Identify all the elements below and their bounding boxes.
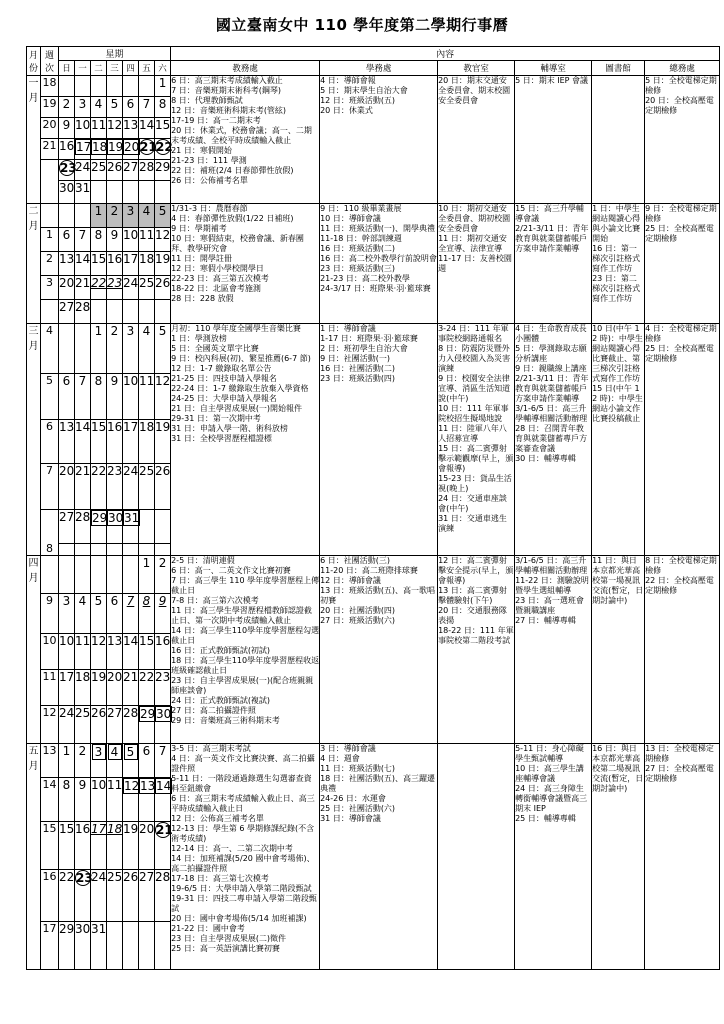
date-cell: 4	[91, 97, 107, 118]
date-cell: 15	[91, 420, 107, 464]
date-cell: 26	[155, 276, 171, 300]
date-cell: 9	[59, 118, 75, 139]
date-cell: 10	[123, 374, 139, 420]
date-cell: 8	[91, 228, 107, 252]
month-feb: 二 月	[27, 204, 41, 324]
office-general: 總務處	[645, 61, 720, 76]
date-cell: 19	[123, 822, 139, 870]
day-sat: 六	[155, 61, 171, 76]
date-cell: 11	[139, 374, 155, 420]
date-cell: 7	[75, 374, 91, 420]
date-cell: 6	[107, 594, 123, 634]
date-cell: 29	[59, 922, 75, 970]
date-cell: 7	[75, 228, 91, 252]
month-may: 五 月	[27, 744, 41, 970]
school-calendar-table	[26, 46, 720, 970]
date-cell: 30	[75, 922, 91, 970]
date-cell: 23	[155, 670, 171, 706]
date-cell: 19	[91, 670, 107, 706]
date-cell: 17	[123, 420, 139, 464]
date-cell: 6	[59, 374, 75, 420]
feb-military-events: 10 日：期初交通安全委員會、期初校園安全委員會 11 日：期初交通安全宣導、法律宣導 11-17 日：友善校園週	[438, 204, 515, 324]
date-cell: 7	[155, 744, 171, 778]
date-cell: 25	[139, 464, 155, 510]
date-cell: 16	[59, 139, 75, 160]
date-cell: 25	[91, 160, 107, 181]
apr-library-events: 11 日：與日本京都光華高校第一場視訊交流(暫定，日期討論中)	[592, 556, 645, 744]
date-cell: 23	[107, 464, 123, 510]
date-cell: 13	[140, 779, 156, 793]
date-cell: 27	[123, 160, 139, 181]
apr-academic-events: 2-5 日：清明連假 6 日：高一、二英文作文比賽初賽 7 日：高三學生 110 學年度學習歷程上傳截止日 7-8 日：高三第六次模考 11 日：高三學生學習歷程檔教師認證截止日、第一次期中考成績輸入截止 14 日：高三學生110學年度學習歷程勾選截止日 16 日：正式教師甄試(初試) 18 日：高三學生110學年度學習歷程收返班級確認截止日 23 日：自主學習成果展(一)(配合班親親師座談會) 24 日：正式教師甄試(複試) 27 日：高二拍攝證件照 29 日：音樂班高三術科期末考	[171, 556, 320, 744]
mar-academic-events: 月初：110 學年度全國學生音樂比賽 1 日：學測放榜 5 日：全國英文單字比賽 9 日：校內科展(初)、繁星推薦(6-7 節) 12 日：1-7 繳錄取名單公告 21-25 日：四技申請入學報名 22-24 日：1-7 繳錄取生放棄入學資格 24-25 日：大學申請入學報名 21 日：自主學習成果展(一)開始報件 29-31 日：第一次期中考 31 日：申請入學一階、術科放榜 31 日：全校學習歷程檔證標	[171, 324, 320, 556]
date-cell: 22	[156, 140, 173, 154]
content-header: 內容	[171, 47, 720, 61]
day-sun: 日	[59, 61, 75, 76]
date-cell: 29	[92, 511, 108, 525]
date-cell: 10	[91, 778, 107, 822]
date-cell: 23	[60, 161, 77, 175]
date-cell: 20	[139, 822, 155, 870]
feb-academic-events: 1/31-3 日：農曆春節 4 日：春節彈性放假(1/22 日補班) 9 日：學期補考 10 日：寒假結束，校務會議、新春團拜、教學研究會 11 日：開學註冊 12 日：寒假小學校開學日 22-23 日：高三第五次模考 18-22 日：北區會考施測 28 日：228 放假	[171, 204, 320, 324]
mar-counsel-events: 4 日：生命教育成長小團體 5 日：學測錄取志願分析講座 9 日：親職線上講座 2/21-3/11 日：青年教育與就業儲蓄帳戶方案申請作業輔導 3/1-6/5 日：高三升學輔導相關活動辦理 28 日：召開青年教育與就業儲蓄專戶方案審查會議 30 日：輔導專輯	[515, 324, 592, 556]
date-cell: 13	[107, 634, 123, 670]
date-cell: 7	[139, 97, 155, 118]
month-jan: 一 月	[27, 76, 41, 204]
date-cell: 11	[75, 634, 91, 670]
date-cell: 24	[59, 706, 75, 744]
date-cell: 28	[155, 870, 171, 922]
date-cell: 17	[91, 822, 107, 836]
jan-library-events	[592, 76, 645, 204]
date-cell: 3	[123, 324, 139, 374]
week-number: 16	[41, 870, 59, 922]
jan-student-events: 4 日：導師會報 5 日：期末學生自治大會 12 日：班級活動(五) 20 日：休業式	[320, 76, 438, 204]
date-cell: 22	[91, 464, 107, 510]
date-cell: 3	[123, 204, 139, 228]
date-cell: 3	[75, 97, 91, 118]
feb-counsel-events: 15 日：高三升學輔導會議 2/21-3/11 日：青年教育與就業儲蓄帳戶方案申請作業輔導	[515, 204, 592, 324]
week-number: 12	[41, 706, 59, 744]
date-cell: 5	[155, 204, 171, 228]
date-cell: 17	[123, 252, 139, 276]
week-number: 13	[41, 744, 59, 778]
office-counsel: 輔導室	[515, 61, 592, 76]
date-cell: 5	[91, 594, 107, 634]
date-cell: 29	[140, 707, 156, 721]
apr-student-events: 6 日：社團活動(三) 11-20 日：高二班際排球賽 12 日：導師會議 13 日：班級活動(五)、高一歌唱初賽 20 日：社團活動(四) 27 日：班級活動(六)	[320, 556, 438, 744]
date-cell: 3	[92, 744, 106, 760]
day-mon: 一	[75, 61, 91, 76]
apr-military-events: 12 日：高二賓彈射擊安全提示(早上，頒會報導) 13 日：高二賓彈射擊體驗射(下午) 20 日：交通服務隊表揚 18-22 日：111 年軍事院校第二階段考試	[438, 556, 515, 744]
week-number: 17	[41, 922, 59, 970]
week-number: 2	[41, 252, 59, 276]
apr-counsel-events: 3/1-6/5 日：高三升學輔導相關活動辦理 11-22 日：測驗說明暨學生選組輔導 23 日：高一選班會暨親職講座 27 日：輔導專輯	[515, 556, 592, 744]
date-cell: 18	[139, 252, 155, 276]
date-cell: 2	[59, 97, 75, 118]
date-cell: 21	[140, 140, 157, 154]
date-cell: 16	[155, 634, 171, 670]
week-number: 21	[41, 139, 59, 160]
date-cell: 10	[123, 228, 139, 252]
date-cell: 9	[75, 778, 91, 822]
week-number: 11	[41, 670, 59, 706]
date-cell: 15	[155, 118, 171, 139]
date-cell: 20	[107, 670, 123, 706]
date-cell: 1	[139, 556, 155, 594]
date-cell: 13	[59, 252, 75, 276]
office-military: 教官室	[438, 61, 515, 76]
date-cell: 25	[139, 276, 155, 300]
week-number: 6	[41, 420, 59, 464]
date-cell: 14	[75, 252, 91, 276]
weekday-header: 星期	[59, 47, 171, 61]
date-cell: 24	[123, 276, 139, 300]
date-cell: 4	[139, 324, 155, 374]
date-cell: 9	[107, 228, 123, 252]
date-cell: 18	[75, 670, 91, 706]
date-cell: 6	[59, 228, 75, 252]
date-cell: 21	[75, 276, 91, 300]
date-cell: 18	[92, 140, 108, 154]
date-cell: 24	[91, 870, 107, 922]
date-cell: 27	[59, 300, 75, 324]
date-cell: 6	[139, 744, 155, 778]
may-general-events: 13 日：全校電梯定期檢修 27 日：全校高壓電定期檢修	[645, 744, 720, 970]
date-cell: 28	[75, 510, 91, 544]
date-cell: 8	[91, 374, 107, 420]
date-cell: 20	[59, 276, 75, 300]
may-student-events: 3 日：導師會議 4 日：週會 11 日：班級活動(七) 18 日：社團活動(五)、高三躍遷典禮 24-26 日：水運會 25 日：社團活動(六) 31 日：導師會議	[320, 744, 438, 970]
day-wed: 三	[107, 61, 123, 76]
date-cell: 16	[75, 822, 91, 870]
week-number: 14	[41, 778, 59, 822]
date-cell: 2	[107, 324, 123, 374]
date-cell: 16	[107, 420, 123, 464]
date-cell: 14	[75, 420, 91, 464]
date-cell: 23	[107, 276, 123, 290]
feb-student-events: 9 日：110 級畢業畫展 10 日：導師會議 11 日：班級活動(一)、開學典禮 11-18 日：幹部訓練週 16 日：班級活動(二) 16 日：高二校外教學行前說明會 23 日：班級活動(三) 21-23 日：高二校外教學 24-3/17 日：班際果·羽·籃球賽	[320, 204, 438, 324]
month-apr: 四 月	[27, 556, 41, 744]
date-cell: 6	[123, 97, 139, 118]
date-cell: 17	[59, 670, 75, 706]
week-number: 20	[41, 118, 59, 139]
date-cell: 26	[155, 464, 171, 510]
date-cell: 11	[107, 778, 123, 822]
date-cell: 3	[59, 594, 75, 634]
week-number: 15	[41, 822, 59, 870]
date-cell: 14	[139, 118, 155, 139]
date-cell: 22	[91, 276, 107, 290]
date-cell: 15	[139, 634, 155, 670]
date-cell: 19	[155, 420, 171, 464]
week-number: 8	[41, 510, 59, 556]
apr-general-events: 8 日：全校電梯定期檢修 22 日：全校高壓電定期檢修	[645, 556, 720, 744]
date-cell: 12	[124, 779, 140, 793]
week-number: 3	[41, 276, 59, 300]
month-header: 月份	[27, 47, 41, 76]
mar-general-events: 4 日：全校電梯定期檢修 25 日：全校高壓電定期檢修	[645, 324, 720, 556]
date-cell: 21	[75, 464, 91, 510]
date-cell: 24	[123, 464, 139, 510]
date-cell: 28	[75, 300, 91, 324]
date-cell: 10	[75, 118, 91, 139]
feb-general-events: 9 日：全校電梯定期檢修 25 日：全校高壓電定期檢修	[645, 204, 720, 324]
date-cell: 19	[155, 252, 171, 276]
date-cell: 20	[59, 464, 75, 510]
office-library: 圖書館	[592, 61, 645, 76]
date-cell: 12	[155, 228, 171, 252]
mar-student-events: 1 日：導師會議 1-17 日：班際果·羽·籃球賽 2 日：班初學生自治大會 9 日：社團活動(一) 16 日：社團活動(二) 23 日：班級活動(四)	[320, 324, 438, 556]
date-cell: 30	[156, 707, 172, 721]
date-cell: 8	[155, 97, 171, 118]
date-cell: 27	[59, 510, 75, 544]
date-cell: 1	[59, 744, 75, 778]
date-cell: 4	[139, 204, 155, 228]
date-cell: 31	[124, 511, 140, 525]
date-cell: 8	[142, 594, 151, 608]
date-cell: 12	[155, 374, 171, 420]
date-cell: 26	[107, 160, 123, 181]
date-cell: 4	[75, 594, 91, 634]
feb-library-events: 1 日：中學生網站閱讀心得與小論文比賽開始 16 日：第一梯次引註格式寫作工作坊 23 日：第二梯次引註格式寫作工作坊	[592, 204, 645, 324]
date-cell: 10	[59, 634, 75, 670]
date-cell: 30	[59, 181, 75, 204]
date-cell: 30	[108, 511, 124, 525]
week-header: 週次	[41, 47, 59, 76]
week-number: 9	[41, 594, 59, 634]
jan-academic-events: 6 日：高三期末考成績輸入截止 7 日：音樂班期末術科考(鋼琴) 8 日：代理教師甄試 12 日：音樂班術科期末考(管絃) 17-19 日：高一二期末考 20 日：休業式，校務會議；高一、二期末考成績、全校平時成績輸入截止 21 日：寒假開始 21-23 日：111 學測 22 日：補班(2/4 日春節彈性放假) 26 日：公佈補考名單	[171, 76, 320, 204]
week-number: 18	[41, 76, 59, 97]
may-counsel-events: 5-11 日：身心障礙學生甄試輔導 10 日：高三學生講座輔導會議 24 日：高三身障生轉銜輔導會議暨高三期末 IEP 25 日：輔導專輯	[515, 744, 592, 970]
date-cell: 28	[139, 160, 155, 181]
week-number: 4	[41, 324, 59, 374]
date-cell: 26	[123, 870, 139, 922]
date-cell: 15	[59, 822, 75, 870]
date-cell: 1	[155, 76, 171, 97]
week-number: 1	[41, 228, 59, 252]
date-cell: 28	[123, 706, 139, 744]
week-number: 19	[41, 97, 59, 118]
jan-counsel-events: 5 日：期末 IEP 會議	[515, 76, 592, 204]
day-thu: 四	[123, 61, 139, 76]
date-cell: 13	[123, 118, 139, 139]
week-number: 10	[41, 634, 59, 670]
date-cell: 14	[156, 779, 172, 793]
date-cell: 8	[59, 778, 75, 822]
mar-military-events: 3-24 日：111 年軍事院校網路通報名 8 日：防震防災暨外力入侵校園入為災害演練 9 日：校園安全法律宣導、消區生活知道說(中午) 10 日：111 年軍事院校招生擬場地說 11 日：陸軍八年八人招募宣導 15 日：高二賓彈射擊示範觀摩(早上，頒會報導) 15-23 日：貨品生活視(晚上) 24 日：交通車座談會(中午) 31 日：交通車逃生演練	[438, 324, 515, 556]
date-cell: 5	[107, 97, 123, 118]
date-cell: 18	[107, 822, 123, 836]
date-cell: 1	[91, 324, 107, 374]
date-cell: 31	[91, 922, 107, 970]
date-cell: 7	[126, 594, 135, 608]
date-cell: 1	[91, 204, 107, 228]
date-cell: 27	[107, 706, 123, 744]
may-academic-events: 3-5 日：高三期末考試 4 日：高一英文作文比賽決賽、高二拍攝證件照 5-11 日：一階段通過錄選生勾選審查資料至鈕繳會 6 日：高三期末考成績輸入截止日、高三平時成績輸入截止日 12 日：公佈高三補考名單 12-13 日：學生第 6 學期修課紀錄(不含術考成績) 12-14 日：高一、二第二次期中考 14 日：加班補課(5/20 國中會考場佈)、高二拍攝證件照 17-18 日：高三第七次模考 19-6/5 日：大學申請入學第二階段甄試 19-31 日：四技二專申請入學第二階段甄試 20 日：國中會考場佈(5/14 加班補課) 21-22 日：國中會考 23 日：自主學習成果展(二)徵件 25 日：高一英語演講比賽初賽	[171, 744, 320, 970]
date-cell: 23	[76, 871, 93, 885]
date-cell: 12	[107, 118, 123, 139]
office-academic: 教務處	[171, 61, 320, 76]
mar-library-events: 10 日(中午 12 時)：中學生網站閱讀心得比賽截止、第三梯次引註格式寫作工作坊 15 日(中午 12 時)：中學生網站小論文作比賽投稿截止	[592, 324, 645, 556]
date-cell: 2	[155, 556, 171, 594]
date-cell: 9	[107, 374, 123, 420]
jan-general-events: 5 日：全校電梯定期檢修 20 日：全校高壓電定期檢修	[645, 76, 720, 204]
month-mar: 三 月	[27, 324, 41, 556]
date-cell: 16	[107, 252, 123, 276]
date-cell: 24	[75, 160, 91, 181]
date-cell: 2	[75, 744, 91, 778]
date-cell: 19	[108, 140, 124, 154]
date-cell: 15	[91, 252, 107, 276]
date-cell: 2	[107, 204, 123, 228]
date-cell: 22	[139, 670, 155, 706]
date-cell: 29	[155, 160, 171, 181]
day-tue: 二	[91, 61, 107, 76]
jan-military-events: 20 日：期末交通安全委員會、期末校園安全委員會	[438, 76, 515, 204]
date-cell: 14	[123, 634, 139, 670]
date-cell: 11	[139, 228, 155, 252]
office-student: 學務處	[320, 61, 438, 76]
date-cell: 25	[107, 870, 123, 922]
date-cell: 31	[75, 181, 91, 204]
date-cell: 17	[76, 140, 92, 154]
day-fri: 五	[139, 61, 155, 76]
date-cell: 9	[158, 594, 167, 608]
date-cell: 5	[155, 324, 171, 374]
date-cell: 5	[124, 744, 138, 760]
date-cell: 18	[139, 420, 155, 464]
date-cell: 20	[124, 140, 140, 154]
date-cell: 21	[156, 823, 173, 837]
may-library-events: 16 日：與日本京都光華高校第二場視訊交流(暫定，日期討論中)	[592, 744, 645, 970]
date-cell: 21	[123, 670, 139, 706]
date-cell: 13	[59, 420, 75, 464]
date-cell: 22	[59, 870, 75, 922]
date-cell: 4	[108, 744, 122, 760]
week-number: 5	[41, 374, 59, 420]
date-cell: 27	[139, 870, 155, 922]
date-cell: 25	[75, 706, 91, 744]
may-military-events	[438, 744, 515, 970]
week-number: 7	[41, 464, 59, 510]
date-cell: 11	[91, 118, 107, 139]
date-cell: 12	[91, 634, 107, 670]
page-title: 國立臺南女中 110 學年度第二學期行事曆	[215, 16, 509, 34]
date-cell: 26	[91, 706, 107, 744]
